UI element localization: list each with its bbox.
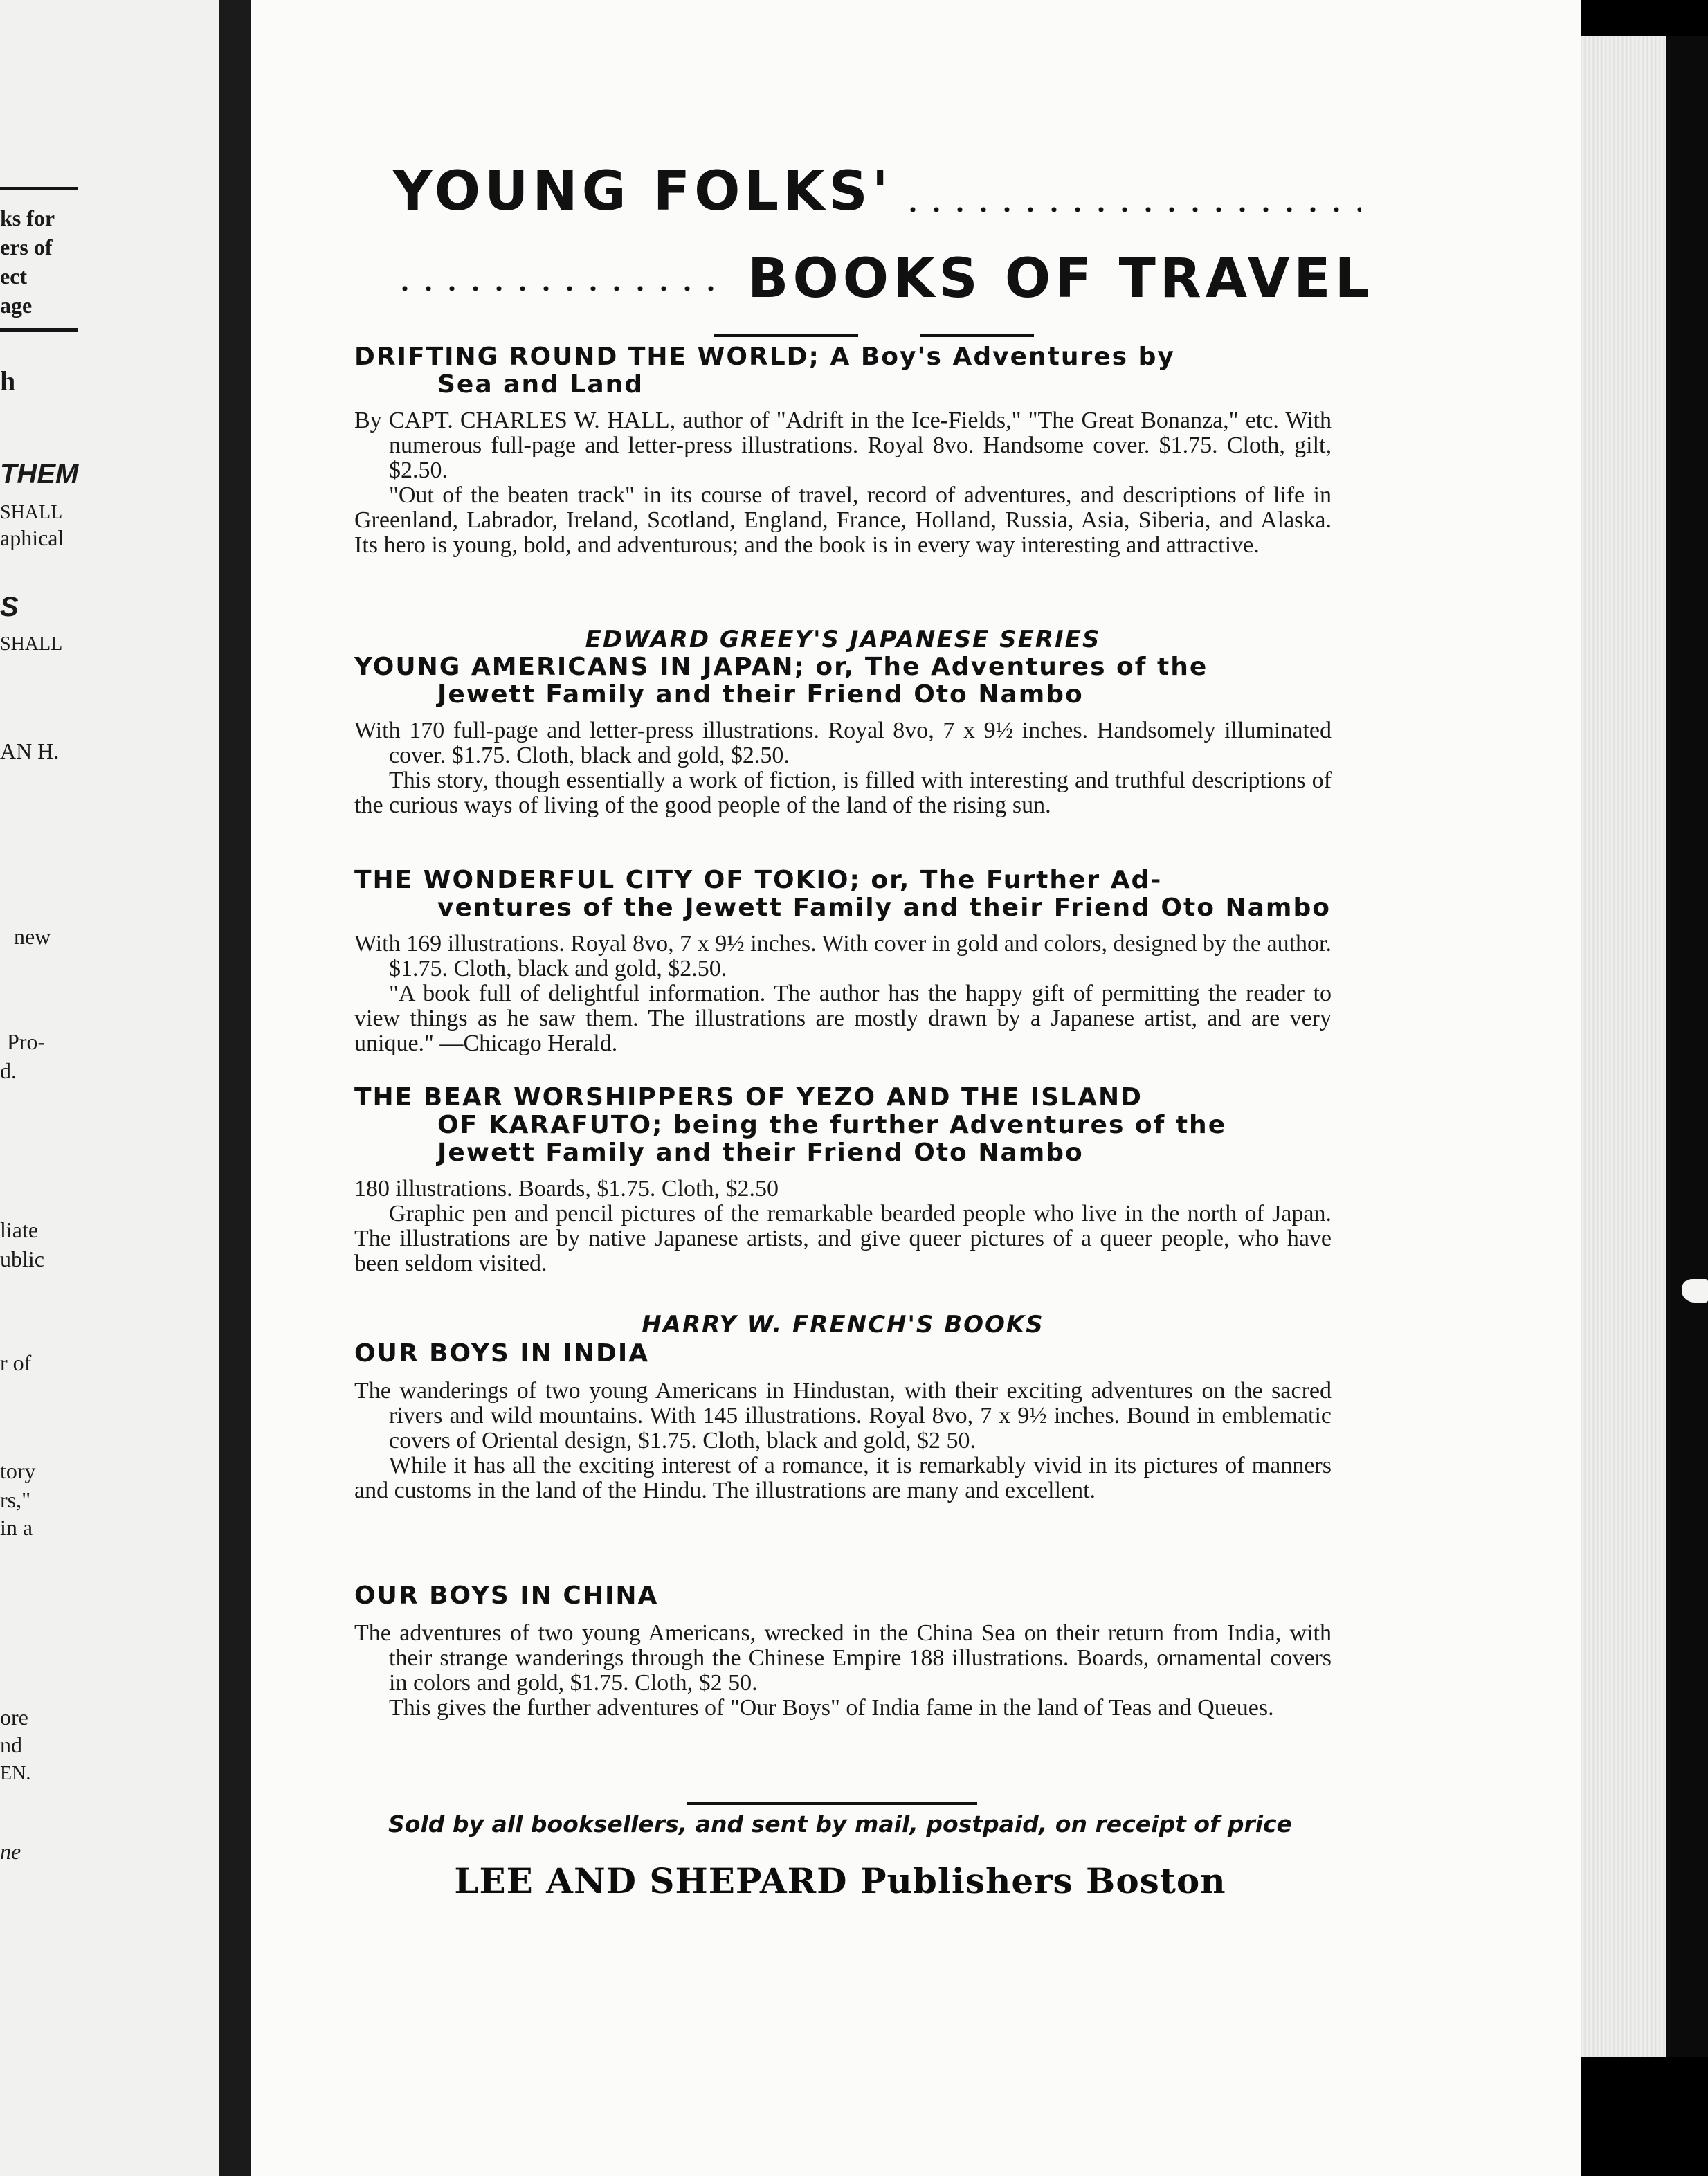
book-details: With 170 full-page and letter-press illustrations. Royal 8vo, 7 x 9½ inches. Handsomely illuminated cover. $1.75. Cloth, black and gold, $2.50. [354, 718, 1332, 768]
left-fragment: new [14, 924, 51, 949]
book-details: 180 illustrations. Boards, $1.75. Cloth, $2.50 [354, 1176, 779, 1202]
title-underline [714, 334, 858, 337]
left-fragment: h [0, 365, 16, 397]
left-fragment: liate [0, 1217, 39, 1242]
title-underline [920, 334, 1034, 337]
page-edges [1581, 36, 1666, 2057]
book-entry [354, 867, 1332, 1056]
left-fragment: THEM [0, 459, 79, 489]
left-fragment: in a [0, 1515, 33, 1540]
book-description: Graphic pen and pencil pictures of the remarkable bearded people who live in the north of Japan. The illustrations are by native Japanese artists, and give queer pictures of a queer people, who have been seldom visited. [354, 1201, 1332, 1276]
book-description: This story, though essentially a work of fiction, is filled with interesting and truthful descriptions of the curious ways of living of the good people of the land of the rising sun. [354, 768, 1332, 818]
left-fragment: ne [0, 1839, 21, 1864]
left-fragment: nd [0, 1732, 22, 1757]
left-page-rule [0, 187, 78, 190]
publisher-imprint: LEE AND SHEPARD Publishers Boston [454, 1860, 1226, 1901]
left-page-fragment [0, 0, 219, 2176]
book-details: By CAPT. CHARLES W. HALL, author of "Adrift in the Ice-Fields," "The Great Bonanza," etc. With numerous full-page and letter-press illustrations. Royal 8vo. Handsome cover. $1.75. Cloth, gilt, $2.50. [354, 408, 1332, 483]
left-fragment: AN H. [0, 738, 60, 763]
left-fragment: rs," [0, 1487, 31, 1512]
book-title-line: YOUNG AMERICANS IN JAPAN; or, The Adventures of the [354, 653, 1208, 681]
left-fragment: Pro- [7, 1029, 46, 1054]
book-description: While it has all the exciting interest of a romance, it is remarkably vivid in its pictures of manners and customs in the land of the Hindu. The illustrations are many and excellent. [354, 1453, 1332, 1503]
book-entry [354, 343, 1332, 558]
book-entry [354, 1582, 1332, 1721]
left-fragment: ers of [0, 235, 53, 260]
left-fragment: EN. [0, 1763, 31, 1784]
book-title-continuation: Sea and Land [437, 370, 644, 399]
dotted-rule [901, 203, 1361, 216]
left-fragment: ore [0, 1705, 28, 1730]
book-title [354, 1084, 1332, 1167]
left-fragment: r of [0, 1350, 32, 1375]
book-title [354, 867, 1332, 922]
book-title-continuation: ventures of the Jewett Family and their Friend Oto Nambo [437, 894, 1331, 922]
left-page-rule [0, 328, 78, 332]
book-title: OUR BOYS IN INDIA [354, 1339, 650, 1368]
left-fragment: tory [0, 1458, 36, 1483]
next-page-corner [1682, 1279, 1708, 1303]
footer-rule [687, 1802, 977, 1805]
left-fragment: d. [0, 1058, 17, 1083]
book-title [354, 653, 1332, 709]
book-title-continuation: OF KARAFUTO; being the further Adventures of the Jewett Family and their Friend Oto Nambo [437, 1111, 1227, 1167]
book-details: The adventures of two young Americans, wrecked in the China Sea on their return from India, with their strange wanderings through the Chinese Empire 188 illustrations. Boards, ornamental covers in colors and gold, $1.75. Cloth, $2 50. [354, 1620, 1332, 1696]
book-details: With 169 illustrations. Royal 8vo, 7 x 9½ inches. With cover in gold and colors, designed by the author. $1.75. Cloth, black and gold, $2.50. [354, 931, 1332, 981]
left-fragment: age [0, 293, 33, 318]
book-entry [354, 1340, 1332, 1503]
book-title [354, 343, 1332, 399]
book-title-line: DRIFTING ROUND THE WORLD; A Boy's Adventures by [354, 343, 1175, 371]
book-title-continuation: Jewett Family and their Friend Oto Nambo [437, 680, 1084, 709]
book-description: This gives the further adventures of "Our Boys" of India fame in the land of Teas and Queues. [389, 1695, 1274, 1721]
page-edge-shadow [1666, 36, 1708, 2057]
sold-by-notice: Sold by all booksellers, and sent by mail, postpaid, on receipt of price [388, 1811, 1292, 1838]
book-entry [354, 653, 1332, 818]
left-fragment: ks for [0, 206, 55, 230]
series-heading: EDWARD GREEY'S JAPANESE SERIES [585, 626, 1101, 653]
book-description: "A book full of delightful information. The author has the happy gift of permitting the reader to view things as he saw them. The illustrations are mostly drawn by a Japanese artist, and are very unique." —Chicago Herald. [354, 981, 1332, 1056]
book-title: OUR BOYS IN CHINA [354, 1581, 659, 1610]
book-details: The wanderings of two young Americans in Hindustan, with their exciting adventures on the sacred rivers and wild mountains. With 145 illustrations. Royal 8vo, 7 x 9½ inches. Bound in emblematic covers of Oriental design, $1.75. Cloth, black and gold, $2 50. [354, 1378, 1332, 1453]
left-fragment: SHALL [0, 502, 63, 523]
book-title-line: THE BEAR WORSHIPPERS OF YEZO AND THE ISLAND [354, 1083, 1143, 1112]
series-heading: HARRY W. FRENCH'S BOOKS [642, 1311, 1044, 1339]
title-line-2: BOOKS OF TRAVEL [747, 248, 1374, 310]
book-description: "Out of the beaten track" in its course of travel, record of adventures, and descriptions of life in Greenland, Labrador, Ireland, Scotland, England, France, Holland, Russia, Asia, Siberia, and Alaska. Its hero is young, bold, and adventurous; and the book is in every way interesting and attractive. [354, 482, 1332, 558]
left-fragment: S [0, 592, 19, 622]
book-title-line: THE WONDERFUL CITY OF TOKIO; or, The Further Ad- [354, 866, 1163, 894]
left-fragment: ect [0, 264, 28, 289]
left-fragment: ublic [0, 1246, 44, 1271]
left-fragment: aphical [0, 525, 64, 550]
dotted-rule [393, 282, 725, 295]
book-entry [354, 1084, 1332, 1276]
title-line-1: YOUNG FOLKS' [393, 161, 893, 223]
left-fragment: SHALL [0, 633, 63, 655]
